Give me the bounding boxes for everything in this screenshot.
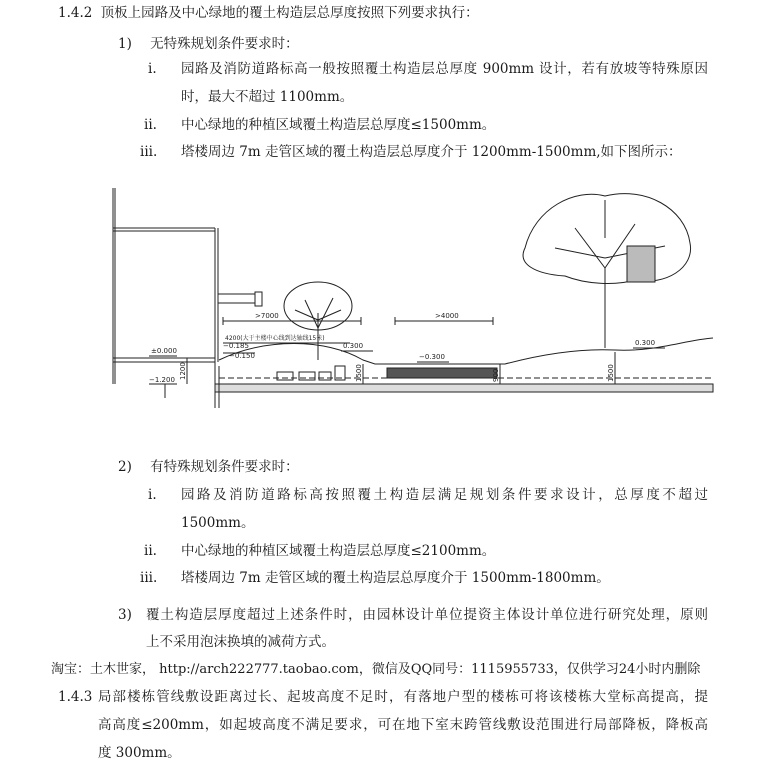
list-marker: 3) — [118, 607, 132, 623]
list-marker: ii. — [144, 117, 157, 133]
section-number: 1.4.2 — [58, 5, 93, 21]
list-item-text: 时，最大不超过 1100mm。 — [181, 89, 354, 105]
watermark-line: 淘宝：土木世家， http://arch222777.taobao.com，微信及QQ同号：1115955733，仅供学习24小时内删除 — [51, 662, 701, 677]
paragraph-text: 高高度≤200mm，如起坡高度不满足要求，可在地下室末跨管线敷设范围进行局部降板，降板高 — [98, 717, 708, 733]
pipe-box — [277, 372, 293, 380]
list-marker: iii. — [140, 570, 158, 586]
list-item-text: 中心绿地的种植区域覆土构造层总厚度≤2100mm。 — [181, 543, 496, 559]
section-heading-1-4-2 — [58, 3, 479, 23]
list-item-text: 塔楼周边 7m 走管区域的覆土构造层总厚度介于 1500mm-1800mm。 — [181, 570, 610, 586]
dim-label: 1500 — [355, 364, 363, 382]
canopy-end — [255, 292, 262, 306]
list-marker: 2) — [118, 459, 132, 475]
case2-title — [118, 457, 299, 477]
list-marker: i. — [148, 487, 157, 503]
section-heading-text: 顶板上园路及中心绿地的覆土构造层总厚度按照下列要求执行： — [100, 5, 479, 21]
case3-text: 上不采用泡沫换填的减荷方式。 — [146, 634, 335, 650]
case1-title — [118, 34, 299, 54]
list-item-text: 园路及消防道路标高一般按照覆土构造层总厚度 900mm 设计，若有放坡等特殊原因 — [181, 61, 708, 77]
roof-slab — [215, 384, 713, 392]
tree-canopy — [523, 194, 690, 284]
level-label: ±0.000 — [151, 347, 177, 355]
level-label: −0.300 — [419, 353, 445, 361]
list-item-text: 1500mm。 — [181, 515, 255, 531]
dim-label: >4000 — [435, 312, 459, 320]
paragraph-text: 局部楼栋管线敷设距离过长、起坡高度不足时，有落地户型的楼栋可将该楼栋大堂标高提高，提 — [98, 689, 708, 705]
list-marker: i. — [148, 61, 157, 77]
case-title-text: 无特殊规划条件要求时： — [150, 36, 299, 52]
tree-shadow-hatch — [627, 246, 655, 282]
dim-label: 1500 — [607, 364, 615, 382]
section-drawing — [105, 188, 715, 410]
pipe-box — [319, 372, 331, 380]
list-item-text: 园路及消防道路标高按照覆土构造层满足规划条件要求设计，总厚度不超过 — [181, 487, 708, 503]
road-pavement — [387, 368, 497, 378]
level-label: 0.300 — [635, 339, 656, 347]
list-marker: 1) — [118, 36, 132, 52]
case-title-text: 有特殊规划条件要求时： — [150, 459, 299, 475]
paragraph-text: 度 300mm。 — [98, 745, 181, 761]
pipe-box — [299, 372, 315, 380]
list-marker: ii. — [144, 543, 157, 559]
list-item-text: 塔楼周边 7m 走管区域的覆土构造层总厚度介于 1200mm-1500mm,如下图所示： — [181, 144, 682, 160]
list-item-text: 中心绿地的种植区域覆土构造层总厚度≤1500mm。 — [181, 117, 496, 133]
dim-label: >7000 — [255, 312, 279, 320]
case3-text: 覆土构造层厚度超过上述条件时，由园林设计单位提资主体设计单位进行研究处理，原则 — [146, 607, 708, 623]
level-label: 0.300 — [343, 342, 364, 350]
dim-label: 1200 — [179, 362, 187, 380]
dim-label: 900 — [492, 368, 500, 382]
section-number: 1.4.3 — [58, 689, 93, 705]
level-label: −1.200 — [149, 376, 175, 384]
level-label: −0.150 — [229, 352, 255, 360]
list-marker: iii. — [140, 144, 158, 160]
dim-label: 4200(大于主楼中心线到达轴线15米) — [225, 335, 325, 342]
level-label: −0.185 — [223, 342, 249, 350]
